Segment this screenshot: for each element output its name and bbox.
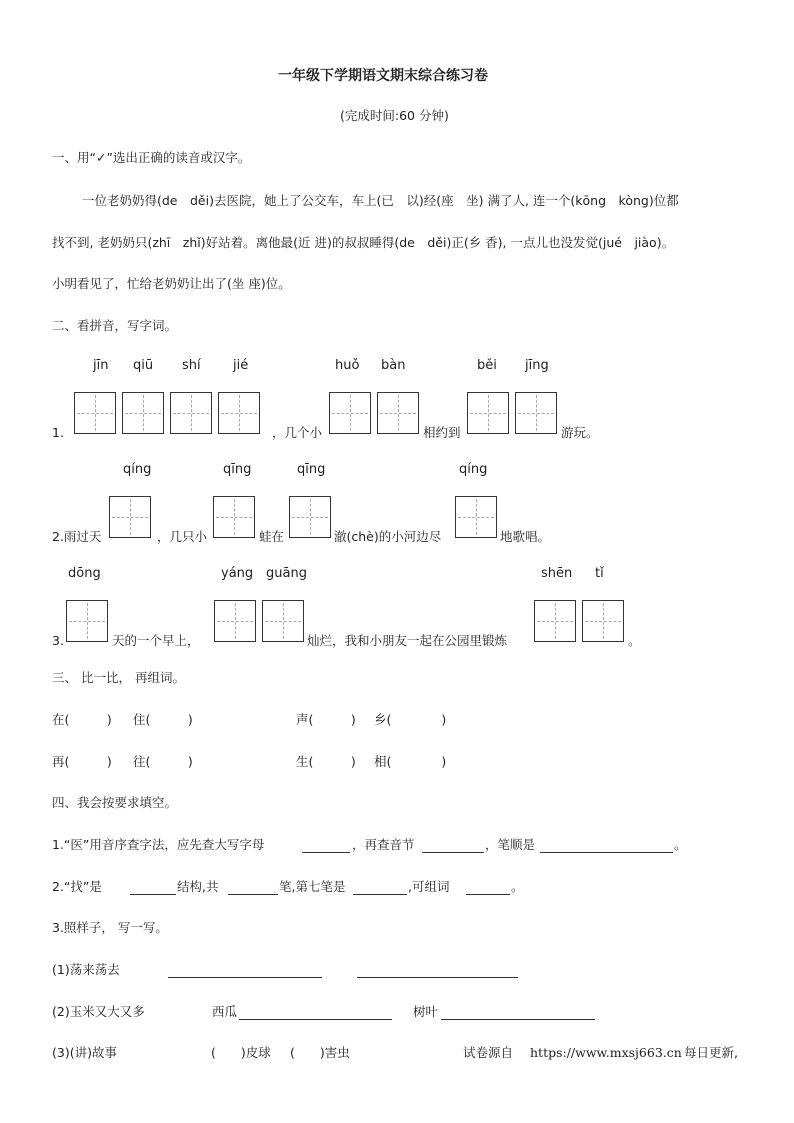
source-label: 试卷源自 bbox=[463, 1045, 514, 1060]
question-text: 1.“医”用音序查字法，应先查大写字母 bbox=[52, 837, 265, 852]
writing-box[interactable] bbox=[467, 392, 509, 434]
question-text: 澈(chè)的小河边尽 bbox=[334, 529, 442, 544]
compare-item: 在( ) bbox=[52, 712, 112, 727]
section-1-line-2: 找不到, 老奶奶只(zhī zhǐ)好站着。离他最(近 进)的叔叔睡得(de děi)正(乡 香), 一点儿也没发觉(jué jiào)。 bbox=[52, 235, 675, 250]
section-1-heading: 一、用“✓”选出正确的读音或汉字。 bbox=[52, 150, 251, 165]
question-text: ,可组词 bbox=[408, 879, 450, 894]
example-text: (1)荡来荡去 bbox=[52, 962, 120, 977]
section-1-line-3: 小明看见了，忙给老奶奶让出了(坐 座)位。 bbox=[52, 276, 291, 291]
writing-box[interactable] bbox=[122, 392, 164, 434]
pinyin: shēn bbox=[541, 566, 573, 581]
compare-item: 往( ) bbox=[133, 754, 193, 769]
page-title: 一年级下学期语文期末综合练习卷 bbox=[278, 68, 488, 84]
question-text: 。 bbox=[628, 633, 641, 648]
pinyin: bàn bbox=[381, 358, 406, 373]
example-text: (3)(讲)故事 bbox=[52, 1045, 117, 1060]
question-number: 3. bbox=[52, 633, 64, 648]
example-text: ( )皮球 bbox=[211, 1045, 271, 1060]
compare-item: 乡( ) bbox=[374, 712, 447, 727]
writing-box[interactable] bbox=[455, 496, 497, 538]
pinyin: jīn bbox=[93, 358, 109, 373]
question-text: 蛙在 bbox=[259, 529, 285, 544]
compare-item: 生( ) bbox=[296, 754, 356, 769]
question-text: ，笔顺是 bbox=[485, 837, 536, 852]
pinyin: yáng bbox=[221, 566, 254, 581]
question-text: 地歌唱。 bbox=[500, 529, 551, 544]
writing-box[interactable] bbox=[170, 392, 212, 434]
pinyin: qīng bbox=[223, 462, 252, 477]
writing-box[interactable] bbox=[74, 392, 116, 434]
pinyin: tǐ bbox=[595, 566, 604, 581]
compare-item: 再( ) bbox=[52, 754, 112, 769]
writing-box[interactable] bbox=[214, 600, 256, 642]
question-text: 2.“找”是 bbox=[52, 879, 102, 894]
section-2-heading: 二、看拼音，写字词。 bbox=[52, 318, 178, 333]
pinyin: qiū bbox=[133, 358, 154, 373]
writing-box[interactable] bbox=[109, 496, 151, 538]
answer-blank[interactable] bbox=[302, 852, 350, 853]
pinyin: dōng bbox=[68, 566, 101, 581]
pinyin: qīng bbox=[297, 462, 326, 477]
writing-box[interactable] bbox=[377, 392, 419, 434]
answer-blank[interactable] bbox=[357, 977, 518, 978]
question-text: ，几个小 bbox=[272, 425, 323, 440]
pinyin: guāng bbox=[266, 566, 307, 581]
writing-box[interactable] bbox=[262, 600, 304, 642]
example-text: 树叶 bbox=[413, 1004, 439, 1019]
answer-blank[interactable] bbox=[168, 977, 322, 978]
pinyin: qíng bbox=[123, 462, 152, 477]
example-text: 西瓜 bbox=[212, 1004, 238, 1019]
pinyin: qíng bbox=[459, 462, 488, 477]
answer-blank[interactable] bbox=[239, 1019, 392, 1020]
question-text: 笔,第七笔是 bbox=[279, 879, 346, 894]
writing-box[interactable] bbox=[515, 392, 557, 434]
answer-blank[interactable] bbox=[466, 894, 510, 895]
pinyin: běi bbox=[477, 358, 497, 373]
answer-blank[interactable] bbox=[422, 852, 484, 853]
question-text: ，几只小 bbox=[157, 529, 208, 544]
answer-blank[interactable] bbox=[130, 894, 176, 895]
question-text: 天的一个早上， bbox=[112, 633, 200, 648]
section-3-heading: 三、 比一比， 再组词。 bbox=[52, 670, 185, 685]
question-text: 3.照样子， 写一写。 bbox=[52, 920, 168, 935]
question-text: ，再查音节 bbox=[352, 837, 415, 852]
example-text: (2)玉米又大又多 bbox=[52, 1004, 145, 1019]
pinyin: shí bbox=[182, 358, 201, 373]
question-text: 灿烂，我和小朋友一起在公园里锻炼 bbox=[307, 633, 508, 648]
writing-box[interactable] bbox=[534, 600, 576, 642]
example-text: ( )害虫 bbox=[290, 1045, 350, 1060]
question-number: 1. bbox=[52, 425, 64, 440]
writing-box[interactable] bbox=[289, 496, 331, 538]
source-url[interactable]: https://www.mxsj663.cn bbox=[530, 1045, 682, 1060]
section-4-heading: 四、我会按要求填空。 bbox=[52, 795, 178, 810]
section-1-line-1: 一位老奶奶得(de děi)去医院，她上了公交车，车上(已 以)经(座 坐) 满了人, 连一个(kōng kòng)位都 bbox=[82, 193, 679, 208]
writing-box[interactable] bbox=[582, 600, 624, 642]
writing-box[interactable] bbox=[329, 392, 371, 434]
question-text: 。 bbox=[674, 837, 687, 852]
answer-blank[interactable] bbox=[540, 852, 673, 853]
answer-blank[interactable] bbox=[441, 1019, 595, 1020]
question-text: 结构,共 bbox=[177, 879, 219, 894]
compare-item: 相( ) bbox=[374, 754, 447, 769]
question-text: 相约到 bbox=[423, 425, 461, 440]
question-text: 游玩。 bbox=[561, 425, 599, 440]
pinyin: jīng bbox=[525, 358, 549, 373]
update-note: 每日更新, bbox=[684, 1045, 738, 1060]
writing-box[interactable] bbox=[218, 392, 260, 434]
pinyin: huǒ bbox=[335, 358, 360, 373]
writing-box[interactable] bbox=[213, 496, 255, 538]
question-text: 。 bbox=[511, 879, 524, 894]
pinyin: jié bbox=[233, 358, 249, 373]
subtitle: (完成时间:60 分钟) bbox=[340, 108, 449, 123]
compare-item: 声( ) bbox=[296, 712, 356, 727]
answer-blank[interactable] bbox=[353, 894, 407, 895]
answer-blank[interactable] bbox=[228, 894, 278, 895]
question-text: 2.雨过天 bbox=[52, 529, 102, 544]
writing-box[interactable] bbox=[66, 600, 108, 642]
compare-item: 住( ) bbox=[133, 712, 193, 727]
